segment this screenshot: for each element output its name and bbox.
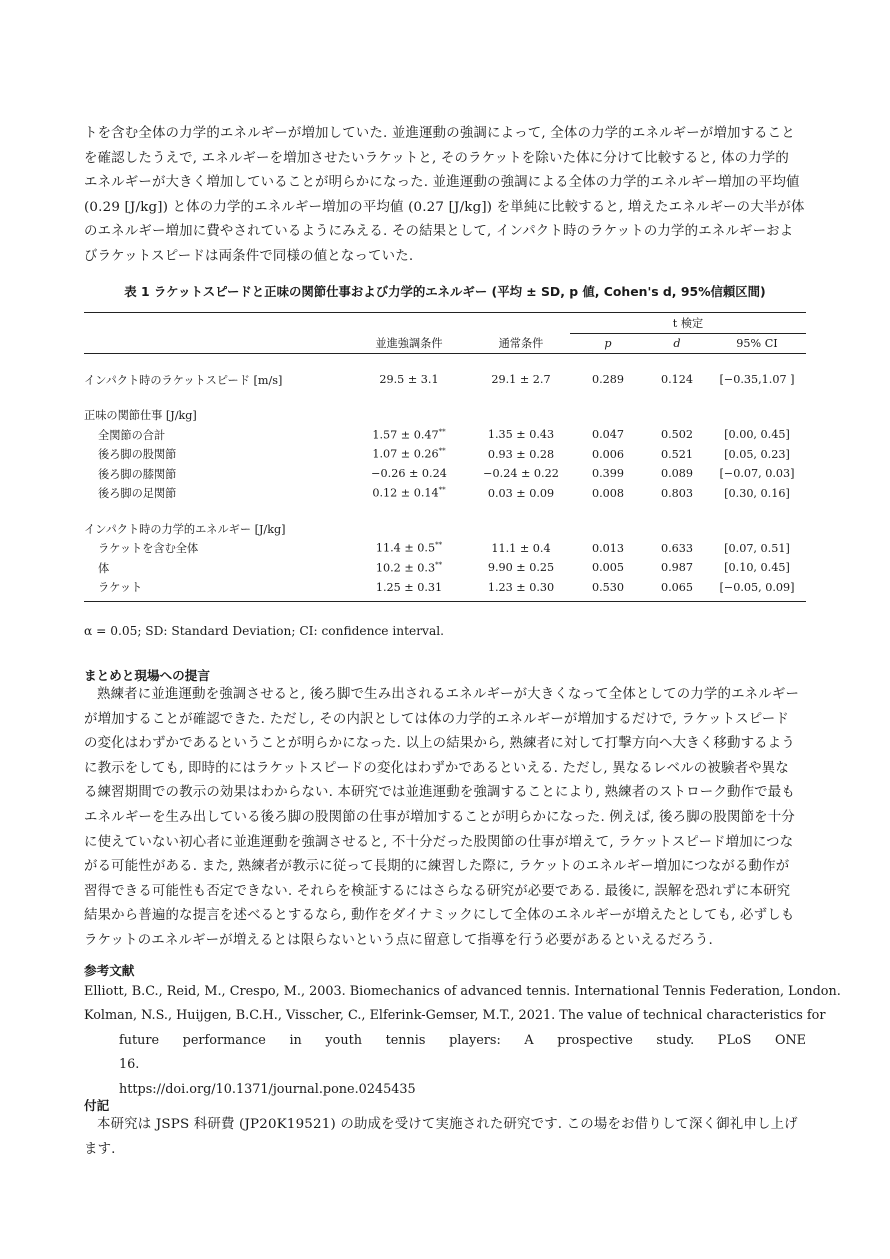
cell-a [346, 425, 472, 445]
cell-b: 1.23 ± 0.30 [487, 580, 555, 594]
cell-a-value: 1.57 ± 0.47 [372, 428, 439, 442]
row-label: ラケットを含む全体 [98, 542, 199, 556]
table-group-row [84, 406, 806, 426]
cell-a: 1.25 ± 0.31 [375, 580, 443, 594]
summary-line: に使えていない初心者に並進運動を強調させると, 不十分だった股関節の仕事が増えて, ラケットスピード増加につな [84, 834, 794, 850]
summary-line: ラケットのエネルギーが増えるとは限らないという点に留意して指導を行う必要があるといえるだろう. [84, 932, 713, 948]
table-row [84, 558, 806, 578]
table-note: α = 0.05; SD: Standard Deviation; CI: confidence interval. [84, 624, 444, 638]
cell-a [346, 445, 472, 465]
col-header: p [570, 333, 646, 354]
reference-doi-link[interactable]: https://doi.org/10.1371/journal.pone.0245435 [119, 1081, 416, 1097]
summary-line: エネルギーを生み出している後ろ脚の股関節の仕事が増加することが明らかになった. 例えば, 後ろ脚の股関節を十分 [84, 809, 795, 825]
ack-paragraph [84, 1113, 806, 1162]
references-list [84, 980, 841, 1102]
col-header: 通常条件 [472, 333, 570, 354]
table-caption: 表 1 ラケットスピードと正味の関節仕事および力学的エネルギー (平均 ± SD, p 値, Cohen's d, 95%信頼区間) [124, 284, 766, 299]
significance-mark: ** [438, 486, 446, 495]
cell-a: −0.26 ± 0.24 [371, 467, 447, 481]
cell-d: 0.803 [660, 486, 694, 500]
intro-line: トを含む全体の力学的エネルギーが増加していた. 並進運動の強調によって, 全体の力学的エネルギーが増加すること [84, 126, 795, 141]
cell-ci: [0.30, 0.16] [724, 486, 790, 500]
cell-d: 0.521 [660, 447, 694, 461]
table-row [84, 578, 806, 598]
intro-line: のエネルギー増加に費やされているようにみえる. その結果として, インパクト時のラケットの力学的エネルギーおよ [84, 224, 794, 240]
row-label: インパクト時のラケットスピード [m/s] [84, 373, 283, 387]
cell-b: 9.90 ± 0.25 [487, 561, 555, 575]
cell-ci: [−0.05, 0.09] [719, 580, 795, 594]
cell-a [346, 558, 472, 578]
references-heading: 参考文献 [84, 963, 135, 978]
col-header: 並進強調条件 [346, 333, 472, 354]
summary-line: 結果から普遍的な提言を述べるとするなら, 動作をダイナミックにして全体のエネルギーが増えたとしても, 必ずしも [84, 908, 795, 924]
summary-line: 習得できる可能性も否定できない. それらを検証するにはさらなる研究が必要である. 最後に, 誤解を恐れずに本研究 [84, 883, 791, 899]
cell-a-value: 0.12 ± 0.14 [372, 487, 439, 501]
summary-line: が増加することが確認できた. ただし, その内訳としては体の力学的エネルギーが増加するだけで, ラケットスピード [84, 711, 789, 727]
cell-ci: [0.05, 0.23] [724, 447, 790, 461]
cell-ci: [−0.07, 0.03] [719, 467, 795, 481]
significance-mark: ** [438, 427, 446, 436]
cell-p: 0.047 [591, 428, 625, 442]
cell-p: 0.399 [591, 467, 625, 481]
cell-a-value: 1.07 ± 0.26 [372, 448, 439, 462]
col-header: d [646, 333, 708, 354]
summary-paragraph [84, 683, 806, 954]
intro-paragraph [84, 122, 806, 270]
ttest-header: t 検定 [570, 313, 806, 333]
intro-line: を確認したうえで, エネルギーを増加させたいラケットと, そのラケットを除いた体に分けて比較すると, 体の力学的 [84, 150, 789, 166]
cell-b: 29.1 ± 2.7 [491, 373, 551, 387]
ack-line: ます. [84, 1141, 116, 1157]
row-label: 後ろ脚の足関節 [98, 487, 177, 501]
cell-p: 0.005 [591, 561, 625, 575]
table-group-row [84, 519, 806, 539]
cell-ci: [0.10, 0.45] [724, 561, 790, 575]
summary-heading: まとめと現場への提言 [84, 668, 210, 683]
cell-b: −0.24 ± 0.22 [483, 467, 559, 481]
intro-line: びラケットスピードは両条件で同様の値となっていた. [84, 248, 414, 264]
cell-a-value: 11.4 ± 0.5 [375, 542, 436, 556]
cell-p: 0.289 [591, 373, 625, 387]
row-label: 体 [98, 561, 110, 575]
cell-b: 0.93 ± 0.28 [487, 447, 555, 461]
cell-ci: [0.07, 0.51] [724, 541, 790, 555]
cell-p: 0.530 [591, 580, 625, 594]
cell-ci: [−0.35,1.07 ] [719, 373, 795, 387]
intro-line: エネルギーが大きく増加していることが明らかになった. 並進運動の強調による全体の力学的エネルギー増加の平均値 [84, 175, 800, 191]
table-row [84, 464, 806, 484]
cell-d: 0.502 [660, 428, 694, 442]
cell-b: 11.1 ± 0.4 [491, 541, 551, 555]
cell-a [346, 484, 472, 504]
reference-item: Elliott, B.C., Reid, M., Crespo, M., 2003. Biomechanics of advanced tennis. International Tennis Federation, London. [84, 984, 841, 999]
cell-d: 0.124 [660, 373, 694, 387]
cell-d: 0.633 [660, 541, 694, 555]
cell-a-value: 10.2 ± 0.3 [375, 561, 436, 575]
group-label: インパクト時の力学的エネルギー [J/kg] [84, 522, 286, 536]
row-label: 後ろ脚の股関節 [98, 448, 177, 462]
row-label: ラケット [98, 581, 143, 595]
table-row [84, 425, 806, 445]
row-label: 全関節の合計 [98, 428, 166, 442]
table-row [84, 539, 806, 559]
row-label: 後ろ脚の膝関節 [98, 467, 177, 481]
cell-b: 1.35 ± 0.43 [487, 428, 555, 442]
reference-item: Kolman, N.S., Huijgen, B.C.H., Visscher, C., Elferink-Gemser, M.T., 2021. The value of technical characteristics for [84, 1008, 826, 1024]
cell-p: 0.008 [591, 486, 625, 500]
cell-b: 0.03 ± 0.09 [487, 486, 555, 500]
intro-line: (0.29 [J/kg]) と体の力学的エネルギー増加の平均値 (0.27 [J/kg]) を単純に比較すると, 増えたエネルギーの大半が体 [84, 199, 805, 215]
cell-a [346, 539, 472, 559]
significance-mark: ** [438, 447, 446, 456]
cell-p: 0.013 [591, 541, 625, 555]
summary-line: 熟練者に並進運動を強調させると, 後ろ脚で生み出されるエネルギーが大きくなって全体としての力学的エネルギー [97, 687, 800, 702]
table-row [84, 445, 806, 465]
cell-d: 0.065 [660, 580, 694, 594]
table-row [84, 370, 806, 390]
table-row [84, 484, 806, 504]
reference-item-cont: future performance in youth tennis players: A prospective study. PLoS ONE 16. [119, 1032, 806, 1073]
summary-line: る練習期間での教示の効果はわからない. 本研究では並進運動を強調することにより, 熟練者のストローク動作で最も [84, 785, 795, 801]
results-table [84, 312, 806, 602]
col-header: 95% CI [708, 333, 806, 354]
ack-heading: 付記 [84, 1098, 110, 1113]
significance-mark: ** [435, 541, 443, 550]
summary-line: がる可能性がある. また, 熟練者が教示に従って長期的に練習した際に, ラケットのエネルギー増加につながる動作が [84, 859, 790, 875]
summary-line: の変化はわずかであるということが明らかになった. 以上の結果から, 熟練者に対して打撃方向へ大きく移動するよう [84, 736, 795, 752]
cell-d: 0.987 [660, 561, 694, 575]
cell-d: 0.089 [660, 467, 694, 481]
cell-a: 29.5 ± 3.1 [379, 373, 439, 387]
summary-line: に教示をしても, 即時的にはラケットスピードの変化はわずかであるといえる. ただし, 異なるレベルの被験者や異な [84, 760, 789, 776]
significance-mark: ** [435, 560, 443, 569]
cell-ci: [0.00, 0.45] [724, 428, 790, 442]
ack-line: 本研究は JSPS 科研費 (JP20K19521) の助成を受けて実施された研究です. この場をお借りして深く御礼申し上げ [97, 1117, 798, 1132]
group-label: 正味の関節仕事 [J/kg] [84, 409, 197, 423]
cell-p: 0.006 [591, 447, 625, 461]
